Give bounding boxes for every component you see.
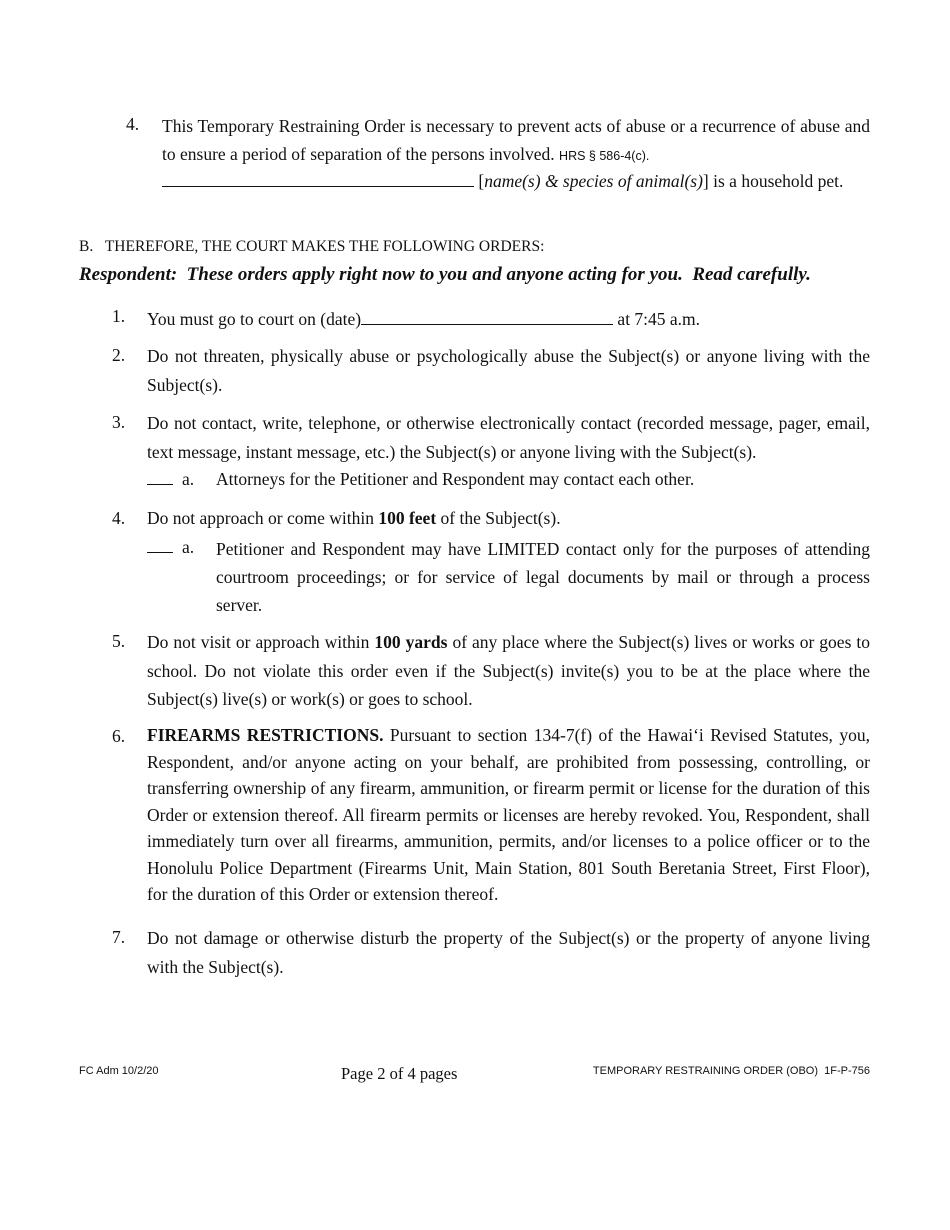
section-b-heading: B. THEREFORE, THE COURT MAKES THE FOLLOWING ORDERS: — [79, 238, 545, 255]
order-3-number: 3. — [112, 412, 126, 432]
order-1-number: 1. — [112, 306, 126, 326]
order-6-number: 6. — [112, 726, 126, 746]
order-4a-checkbox-line — [147, 537, 173, 558]
order-1-text-b: at 7:45 a.m. — [613, 309, 701, 329]
pet-label-close: ] is a household pet. — [702, 171, 844, 191]
order-4a-text: Petitioner and Respondent may have LIMITED contact only for the purposes of attending courtroom proceedings; or for service of legal documents by mail or through a process server. — [216, 539, 870, 615]
finding-4-body: This Temporary Restraining Order is necessary to prevent acts of abuse or a recurrence of abuse and to ensure a period of separation of the persons involved. — [162, 116, 870, 164]
hrs-citation: HRS § 586-4(c). — [559, 149, 650, 163]
pet-label-open: [ — [478, 171, 485, 191]
order-4a-check-blank[interactable] — [147, 538, 173, 553]
order-4-text-a: Do not approach or come within — [147, 508, 379, 528]
household-pet-line — [162, 168, 852, 194]
order-2-number: 2. — [112, 345, 126, 365]
order-3a-letter: a. — [182, 469, 195, 489]
footer-form-title: TEMPORARY RESTRAINING ORDER (OBO) 1F-P-756 — [592, 1065, 870, 1077]
order-4a-letter: a. — [182, 537, 195, 557]
respondent-warning: Respondent: These orders apply right now to you and anyone acting for you. Read carefully. — [79, 264, 811, 285]
order-7-number: 7. — [112, 927, 126, 947]
order-5-text — [147, 628, 870, 714]
pet-name-blank[interactable] — [162, 168, 474, 187]
order-6-text — [147, 722, 870, 908]
footer-form-date: FC Adm 10/2/20 — [79, 1065, 159, 1077]
order-3-text: Do not contact, write, telephone, or otherwise electronically contact (recorded message, pager, email, text message, instant message, etc.) the Subject(s) or anyone living with the Subject(s). — [147, 413, 870, 462]
order-5-distance: 100 yards — [374, 632, 448, 652]
order-3a-check-blank[interactable] — [147, 470, 173, 485]
order-4-text-b: of the Subject(s). — [436, 508, 561, 528]
finding-4-number: 4. — [126, 114, 140, 134]
order-5-text-b: of any place where the Subject(s) lives or works or goes to school. Do not violate this order even if the Subject(s) invite(s) you to be at the place where the Subject(s) live(s) or work(s) or goes to school. — [147, 632, 871, 709]
footer-page-number: Page 2 of 4 pages — [341, 1064, 458, 1083]
order-4-distance: 100 feet — [378, 508, 437, 528]
finding-4-text — [162, 112, 870, 170]
pet-label-italic: name(s) & species of animal(s) — [484, 171, 703, 191]
order-3a-text: Attorneys for the Petitioner and Respondent may contact each other. — [216, 469, 695, 489]
firearms-heading: FIREARMS RESTRICTIONS. — [147, 725, 384, 745]
order-4-text — [147, 508, 561, 529]
order-6-body: Pursuant to section 134-7(f) of the Hawai‘i Revised Statutes, you, Respondent, and/or anyone acting on your behalf, are prohibited from possessing, controlling, or transferring ownership of any firearm, ammunition, or firearm permit or license for the duration of this Order or extension thereof. All firearm permits or licenses are hereby revoked. You, Respondent, shall immediately turn over all firearms, ammunition, permits, and/or licenses to a police officer or to the Honolulu Police Department (Firearms Unit, Main Station, 801 South Beretania Street, First Floor), for the duration of this Order or extension thereof. — [147, 725, 870, 904]
court-date-blank[interactable] — [361, 306, 613, 325]
order-5-text-a: Do not visit or approach within — [147, 632, 375, 652]
order-2-text: Do not threaten, physically abuse or psychologically abuse the Subject(s) or anyone living with the Subject(s). — [147, 346, 870, 395]
order-1-text-a: You must go to court on (date) — [147, 309, 362, 329]
order-3a-checkbox-line — [147, 469, 173, 490]
order-4-number: 4. — [112, 508, 126, 528]
order-7-text: Do not damage or otherwise disturb the property of the Subject(s) or the property of anyone living with the Subject(s). — [147, 928, 870, 977]
order-1-text — [147, 306, 700, 330]
order-5-number: 5. — [112, 631, 126, 651]
